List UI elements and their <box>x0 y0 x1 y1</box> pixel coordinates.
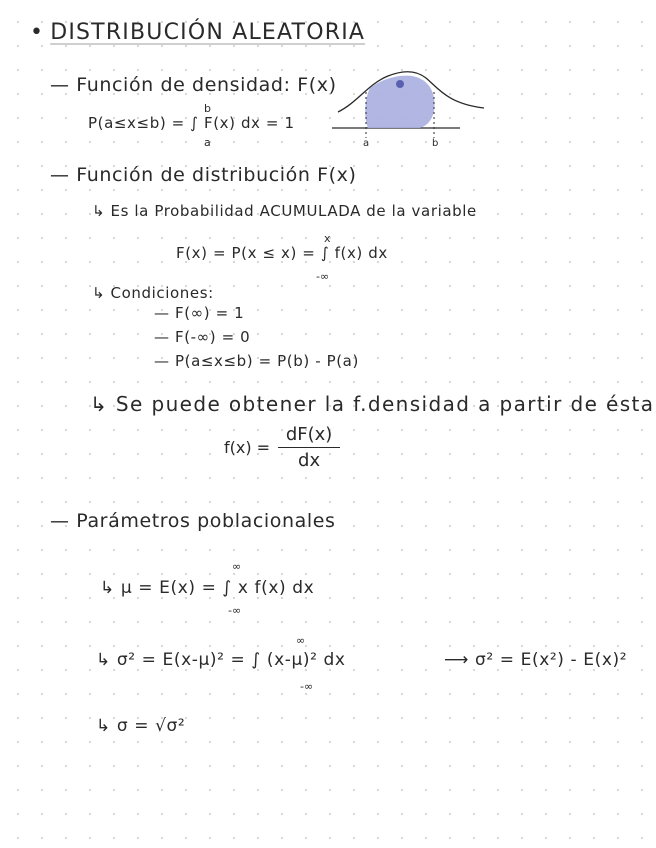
derivative-formula <box>224 424 340 471</box>
density-formula: P(a≤x≤b) = ∫ F(x) dx = 1 <box>88 114 295 132</box>
distribution-lower-limit: -∞ <box>316 270 330 283</box>
variance-upper-limit: ∞ <box>296 634 306 647</box>
derivative-numerator: dF(x) <box>285 424 333 445</box>
density-upper-limit: b <box>204 102 211 115</box>
distribution-heading: — Función de distribución F(x) <box>50 164 357 186</box>
condition-item: — F(∞) = 1 <box>154 304 245 322</box>
std-formula: ↳ σ = √σ² <box>96 716 186 736</box>
mean-lower-limit: -∞ <box>228 604 242 617</box>
conditions-label: ↳ Condiciones: <box>92 284 214 302</box>
distribution-definition: ↳ Es la Probabilidad ACUMULADA de la variable <box>92 202 477 220</box>
derivative-lhs: f(x) = <box>224 438 271 457</box>
density-from-distribution: ↳ Se puede obtener la f.densidad a partir de ésta <box>90 392 655 416</box>
graph-label-a: a <box>363 138 370 149</box>
mean-upper-limit: ∞ <box>232 560 242 573</box>
density-curve-graph <box>328 62 488 152</box>
variance-alt-formula: ⟶ σ² = E(x²) - E(x)² <box>444 650 628 670</box>
title-text: DISTRIBUCIÓN ALEATORIA <box>50 20 366 45</box>
density-lower-limit: a <box>204 136 211 149</box>
title-bullet: • <box>30 20 45 45</box>
density-heading: — Función de densidad: F(x) <box>50 74 337 96</box>
mean-formula: ↳ μ = E(x) = ∫ x f(x) dx <box>100 578 315 598</box>
page-title <box>30 20 365 45</box>
graph-label-b: b <box>432 138 439 149</box>
derivative-denominator: dx <box>298 450 321 471</box>
highlight-dot <box>396 80 404 88</box>
distribution-upper-limit: x <box>324 232 331 245</box>
condition-item: — F(-∞) = 0 <box>154 328 251 346</box>
params-heading: — Parámetros poblacionales <box>50 510 336 532</box>
variance-lower-limit: -∞ <box>300 680 314 693</box>
fraction-bar <box>278 447 340 448</box>
variance-formula: ↳ σ² = E(x-μ)² = ∫ (x-μ)² dx <box>96 650 346 670</box>
condition-item: — P(a≤x≤b) = P(b) - P(a) <box>154 352 359 370</box>
distribution-formula: F(x) = P(x ≤ x) = ∫ f(x) dx <box>176 244 388 262</box>
